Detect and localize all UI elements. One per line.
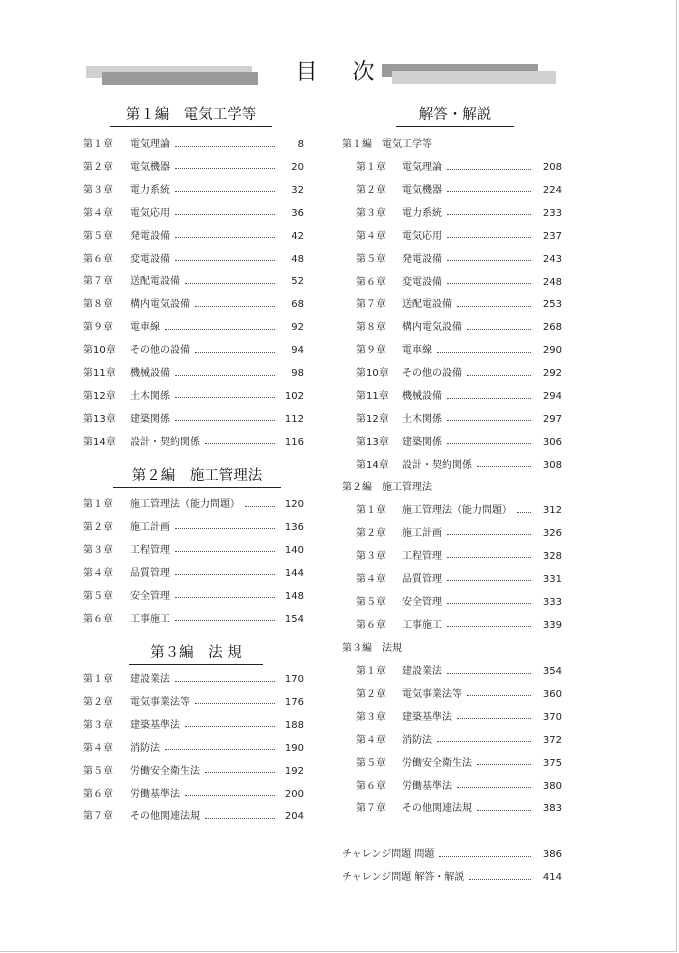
toc-entry[interactable] (83, 741, 304, 757)
page-number: 326 (542, 527, 562, 539)
answer-entry[interactable] (356, 229, 562, 245)
page-number: 20 (291, 161, 304, 173)
chapter-number: 第５章 (83, 590, 113, 602)
page-number: 42 (291, 230, 304, 242)
chapter-title: 機械設備 (402, 391, 442, 402)
chapter-title: 発電設備 (402, 253, 442, 265)
toc-entry[interactable] (83, 718, 304, 734)
toc-entry[interactable] (83, 809, 304, 825)
dot-leader (477, 764, 531, 765)
answer-entry[interactable] (356, 664, 562, 680)
dot-leader (175, 214, 275, 215)
page-number: 331 (542, 573, 562, 585)
chapter-number: 第９章 (356, 345, 386, 357)
chapter-number: 第13章 (356, 436, 389, 448)
chapter-title: 電気応用 (130, 207, 170, 219)
answer-entry[interactable] (356, 756, 562, 772)
dot-leader (195, 352, 275, 353)
chapter-title: 電車線 (130, 322, 160, 334)
page-number: 112 (284, 413, 304, 425)
chapter-number: 第１章 (83, 499, 113, 510)
page-number: 94 (291, 345, 304, 357)
toc-entry[interactable] (83, 252, 304, 268)
chapter-title: 電気機器 (130, 161, 170, 173)
dot-leader (205, 818, 275, 819)
chapter-number: 第１章 (83, 139, 113, 150)
chapter-number: 第２章 (356, 527, 386, 539)
chapter-title: 労働基準法 (402, 780, 452, 792)
answer-entry[interactable] (356, 801, 562, 817)
dot-leader (447, 603, 531, 604)
answer-entry[interactable] (356, 733, 562, 749)
answer-entry[interactable] (356, 687, 562, 703)
chapter-number: 第13章 (83, 413, 116, 425)
answer-entry[interactable] (356, 343, 562, 359)
section-heading-part1: 第１編 電気工学等 (110, 106, 272, 127)
chapter-title: 電気理論 (130, 139, 170, 150)
page-number: 383 (542, 803, 562, 815)
answer-entry[interactable] (356, 183, 562, 199)
chapter-number: 第９章 (83, 322, 113, 334)
dot-leader (477, 810, 531, 811)
chapter-number: 第８章 (356, 322, 386, 334)
chapter-number: 第７章 (83, 276, 113, 288)
chapter-title: 建設業法 (130, 674, 170, 685)
chapter-number: 第２章 (83, 161, 113, 173)
chapter-number: 第３章 (356, 711, 386, 723)
answer-entry[interactable] (356, 595, 562, 611)
dot-leader (185, 795, 275, 796)
dot-leader (447, 557, 531, 558)
chapter-number: 第３章 (356, 207, 386, 219)
dot-leader (447, 420, 531, 421)
chapter-title: その他関連法規 (402, 803, 472, 815)
answer-entry[interactable] (356, 526, 562, 542)
answer-entry[interactable] (356, 320, 562, 336)
chapter-number: 第１章 (356, 666, 386, 677)
chapter-number: 第10章 (356, 368, 389, 380)
chapter-title: 工事施工 (130, 613, 170, 625)
dot-leader (457, 718, 531, 719)
dot-leader (175, 681, 275, 682)
chapter-title: 電気事業法等 (130, 696, 190, 708)
page-number: 192 (284, 765, 304, 777)
dot-leader (447, 534, 531, 535)
answer-entry[interactable] (356, 549, 562, 565)
chapter-title: 消防法 (130, 742, 160, 754)
dot-leader (205, 772, 275, 773)
page-number: 154 (284, 613, 304, 625)
dot-leader (447, 580, 531, 581)
chapter-title: その他の設備 (130, 345, 190, 357)
toc-entry[interactable] (83, 206, 304, 222)
page-number: 292 (542, 368, 562, 380)
page-number: 375 (542, 757, 562, 769)
chapter-title: 設計・契約関係 (402, 459, 472, 471)
chapter-title: 電力系統 (402, 207, 442, 219)
chapter-number: 第５章 (356, 757, 386, 769)
chapter-title: 消防法 (402, 734, 432, 746)
toc-entry[interactable] (83, 320, 304, 336)
page-number: 98 (291, 368, 304, 379)
dot-leader (165, 749, 275, 750)
chapter-number: 第４章 (83, 207, 113, 219)
chapter-number: 第４章 (83, 567, 113, 579)
chapter-number: 第５章 (356, 253, 386, 265)
chapter-title: 送配電設備 (130, 276, 180, 288)
page-number: 380 (542, 780, 562, 792)
chapter-title: 送配電設備 (402, 299, 452, 311)
chapter-number: 第６章 (83, 253, 113, 265)
toc-entry[interactable] (83, 412, 304, 428)
page-number: 52 (291, 276, 304, 288)
chapter-number: 第４章 (356, 734, 386, 746)
page-number: 32 (291, 184, 304, 196)
dot-leader (447, 443, 531, 444)
chapter-title: 電車線 (402, 345, 432, 357)
chapter-title: 工程管理 (130, 544, 170, 556)
page-number: 372 (542, 734, 562, 746)
chapter-title: 電気事業法等 (402, 688, 462, 700)
chapter-number: 第４章 (356, 573, 386, 585)
dot-leader (245, 506, 275, 507)
challenge-entry[interactable] (342, 847, 562, 863)
chapter-title: 発電設備 (130, 230, 170, 242)
chapter-title: 電気応用 (402, 230, 442, 242)
dot-leader (175, 397, 275, 398)
toc-entry[interactable] (83, 297, 304, 313)
dot-leader (467, 695, 531, 696)
page-number: 268 (542, 322, 562, 334)
chapter-title: 電力系統 (130, 184, 170, 196)
chapter-title: 建築関係 (130, 413, 170, 425)
chapter-number: 第11章 (83, 368, 116, 379)
dot-leader (447, 398, 531, 399)
answer-entry[interactable] (356, 366, 562, 382)
page-number: 208 (542, 162, 562, 173)
page-number: 102 (284, 390, 304, 402)
page-number: 312 (542, 505, 562, 516)
chapter-number: 第14章 (356, 459, 389, 471)
page-number: 333 (542, 596, 562, 608)
page-number: 170 (284, 674, 304, 685)
toc-entry[interactable] (83, 566, 304, 582)
dot-leader (175, 620, 275, 621)
page-number: 176 (284, 696, 304, 708)
dot-leader (447, 169, 531, 170)
chapter-number: 第２章 (356, 184, 386, 196)
toc-entry[interactable] (83, 787, 304, 803)
toc-entry[interactable] (83, 520, 304, 536)
chapter-title: 建設業法 (402, 666, 442, 677)
chapter-title: 機械設備 (130, 368, 170, 379)
chapter-number: 第４章 (83, 742, 113, 754)
toc-entry[interactable] (83, 672, 304, 688)
dot-leader (185, 283, 275, 284)
page-number: 68 (291, 299, 304, 311)
chapter-title: チャレンジ問題 問題 (342, 849, 435, 860)
section-heading-part3: 第３編 法 規 (129, 644, 263, 665)
chapter-title: 工事施工 (402, 619, 442, 631)
chapter-number: 第10章 (83, 345, 116, 357)
title-decor-bar-left-dark (102, 72, 258, 85)
chapter-title: 電気機器 (402, 184, 442, 196)
chapter-title: 安全管理 (130, 590, 170, 602)
chapter-title: チャレンジ問題 解答・解説 (342, 872, 465, 883)
page-number: 144 (284, 567, 304, 579)
dot-leader (165, 329, 275, 330)
dot-leader (517, 512, 531, 513)
toc-entry[interactable] (83, 764, 304, 780)
chapter-number: 第５章 (83, 765, 113, 777)
chapter-number: 第５章 (83, 230, 113, 242)
chapter-title: 変電設備 (130, 253, 170, 265)
page-number: 36 (291, 207, 304, 219)
chapter-number: 第３章 (83, 184, 113, 196)
chapter-number: 第５章 (356, 596, 386, 608)
answer-entry[interactable] (356, 297, 562, 313)
page-number: 370 (542, 711, 562, 723)
page-number: 306 (542, 436, 562, 448)
chapter-number: 第８章 (83, 299, 113, 311)
chapter-number: 第２章 (83, 696, 113, 708)
dot-leader (447, 626, 531, 627)
dot-leader (467, 329, 531, 330)
toc-entry[interactable] (83, 366, 304, 382)
chapter-number: 第６章 (83, 613, 113, 625)
chapter-number: 第１章 (356, 162, 386, 173)
toc-entry[interactable] (83, 543, 304, 559)
dot-leader (477, 466, 531, 467)
dot-leader (185, 726, 275, 727)
page-number: 414 (542, 872, 562, 883)
answer-entry[interactable] (356, 206, 562, 222)
answers-part-label: 第１編 電気工学等 (342, 139, 432, 150)
dot-leader (175, 260, 275, 261)
chapter-number: 第７章 (83, 811, 113, 823)
chapter-number: 第３章 (83, 719, 113, 731)
dot-leader (447, 214, 531, 215)
page-number: 248 (542, 276, 562, 288)
chapter-number: 第６章 (356, 276, 386, 288)
page-number: 140 (284, 544, 304, 556)
dot-leader (447, 283, 531, 284)
toc-entry[interactable] (83, 137, 304, 153)
chapter-title: 施工計画 (130, 521, 170, 533)
dot-leader (205, 443, 275, 444)
answer-entry[interactable] (356, 389, 562, 405)
answer-entry[interactable] (356, 779, 562, 795)
dot-leader (195, 703, 275, 704)
page-number: 339 (542, 619, 562, 631)
page-number: 386 (542, 849, 562, 860)
chapter-number: 第３章 (356, 550, 386, 562)
chapter-title: 工程管理 (402, 550, 442, 562)
chapter-title: 土木関係 (130, 390, 170, 402)
chapter-title: 構内電気設備 (130, 299, 190, 311)
dot-leader (175, 237, 275, 238)
chapter-title: 労働安全衛生法 (402, 757, 472, 769)
answer-entry[interactable] (356, 503, 562, 519)
toc-entry[interactable] (83, 343, 304, 359)
dot-leader (175, 574, 275, 575)
page-number: 120 (284, 499, 304, 510)
challenge-entry[interactable] (342, 870, 562, 886)
chapter-title: 構内電気設備 (402, 322, 462, 334)
chapter-title: 建築基準法 (402, 711, 452, 723)
dot-leader (175, 528, 275, 529)
answer-entry[interactable] (356, 572, 562, 588)
page-number: 328 (542, 550, 562, 562)
page-number: 237 (542, 230, 562, 242)
chapter-title: 土木関係 (402, 413, 442, 425)
toc-entry[interactable] (83, 389, 304, 405)
chapter-title: 労働基準法 (130, 788, 180, 800)
chapter-number: 第４章 (356, 230, 386, 242)
page-number: 188 (284, 719, 304, 731)
chapter-number: 第11章 (356, 391, 389, 402)
chapter-number: 第６章 (356, 619, 386, 631)
dot-leader (439, 856, 531, 857)
chapter-number: 第７章 (356, 803, 386, 815)
answer-entry[interactable] (356, 458, 562, 474)
dot-leader (447, 260, 531, 261)
chapter-title: 設計・契約関係 (130, 436, 200, 448)
chapter-title: その他の設備 (402, 368, 462, 380)
chapter-title: 建築関係 (402, 436, 442, 448)
page-number: 308 (542, 459, 562, 471)
chapter-title: 変電設備 (402, 276, 442, 288)
page-number: 233 (542, 207, 562, 219)
chapter-title: その他関連法規 (130, 811, 200, 823)
dot-leader (447, 191, 531, 192)
dot-leader (447, 673, 531, 674)
page-number: 297 (542, 413, 562, 425)
dot-leader (175, 551, 275, 552)
answer-entry[interactable] (356, 275, 562, 291)
page-number: 354 (542, 666, 562, 677)
toc-entry[interactable] (83, 160, 304, 176)
dot-leader (467, 375, 531, 376)
chapter-number: 第６章 (356, 780, 386, 792)
dot-leader (195, 306, 275, 307)
chapter-number: 第14章 (83, 436, 116, 448)
page-number: 224 (542, 184, 562, 196)
chapter-number: 第２章 (356, 688, 386, 700)
page-number: 92 (291, 322, 304, 334)
chapter-number: 第12章 (83, 390, 116, 402)
chapter-number: 第12章 (356, 413, 389, 425)
page-number: 8 (297, 139, 304, 150)
toc-entry[interactable] (83, 589, 304, 605)
chapter-title: 品質管理 (402, 573, 442, 585)
chapter-number: 第１章 (83, 674, 113, 685)
page-number: 253 (542, 299, 562, 311)
dot-leader (175, 420, 275, 421)
dot-leader (457, 787, 531, 788)
chapter-title: 安全管理 (402, 596, 442, 608)
page-number: 48 (291, 253, 304, 265)
toc-entry[interactable] (83, 612, 304, 628)
page-number: 136 (284, 521, 304, 533)
section-heading-part2: 第２編 施工管理法 (113, 467, 281, 488)
dot-leader (457, 306, 531, 307)
page-number: 190 (284, 742, 304, 754)
toc-entry[interactable] (83, 435, 304, 451)
chapter-title: 労働安全衛生法 (130, 765, 200, 777)
toc-entry[interactable] (83, 183, 304, 199)
chapter-title: 施工管理法（能力問題） (130, 499, 240, 510)
chapter-title: 施工計画 (402, 527, 442, 539)
dot-leader (447, 237, 531, 238)
answer-entry[interactable] (356, 618, 562, 634)
page-number: 204 (284, 811, 304, 823)
answer-entry[interactable] (356, 435, 562, 451)
chapter-title: 建築基準法 (130, 719, 180, 731)
answer-entry[interactable] (356, 412, 562, 428)
toc-entry[interactable] (83, 229, 304, 245)
page-number: 294 (542, 391, 562, 402)
dot-leader (175, 597, 275, 598)
answer-entry[interactable] (356, 710, 562, 726)
page-number: 200 (284, 788, 304, 800)
answers-heading: 解答・解説 (396, 106, 514, 127)
dot-leader (175, 375, 275, 376)
dot-leader (175, 146, 275, 147)
dot-leader (437, 352, 531, 353)
page-number: 116 (284, 436, 304, 448)
chapter-number: 第３章 (83, 544, 113, 556)
chapter-title: 施工管理法（能力問題） (402, 505, 512, 516)
page-number: 148 (284, 590, 304, 602)
dot-leader (469, 879, 531, 880)
dot-leader (437, 741, 531, 742)
chapter-number: 第７章 (356, 299, 386, 311)
chapter-number: 第６章 (83, 788, 113, 800)
dot-leader (175, 191, 275, 192)
page-title: 目 次 (295, 60, 389, 85)
answers-part-label: 第２編 施工管理法 (342, 482, 432, 493)
dot-leader (175, 168, 275, 169)
answer-entry[interactable] (356, 252, 562, 268)
page-number: 290 (542, 345, 562, 357)
toc-entry[interactable] (83, 695, 304, 711)
chapter-number: 第１章 (356, 505, 386, 516)
chapter-number: 第２章 (83, 521, 113, 533)
answers-part-label: 第３編 法規 (342, 643, 402, 654)
toc-entry[interactable] (83, 497, 304, 513)
chapter-title: 品質管理 (130, 567, 170, 579)
answer-entry[interactable] (356, 160, 562, 176)
page-number: 360 (542, 688, 562, 700)
chapter-title: 電気理論 (402, 162, 442, 173)
toc-entry[interactable] (83, 274, 304, 290)
page-number: 243 (542, 253, 562, 265)
